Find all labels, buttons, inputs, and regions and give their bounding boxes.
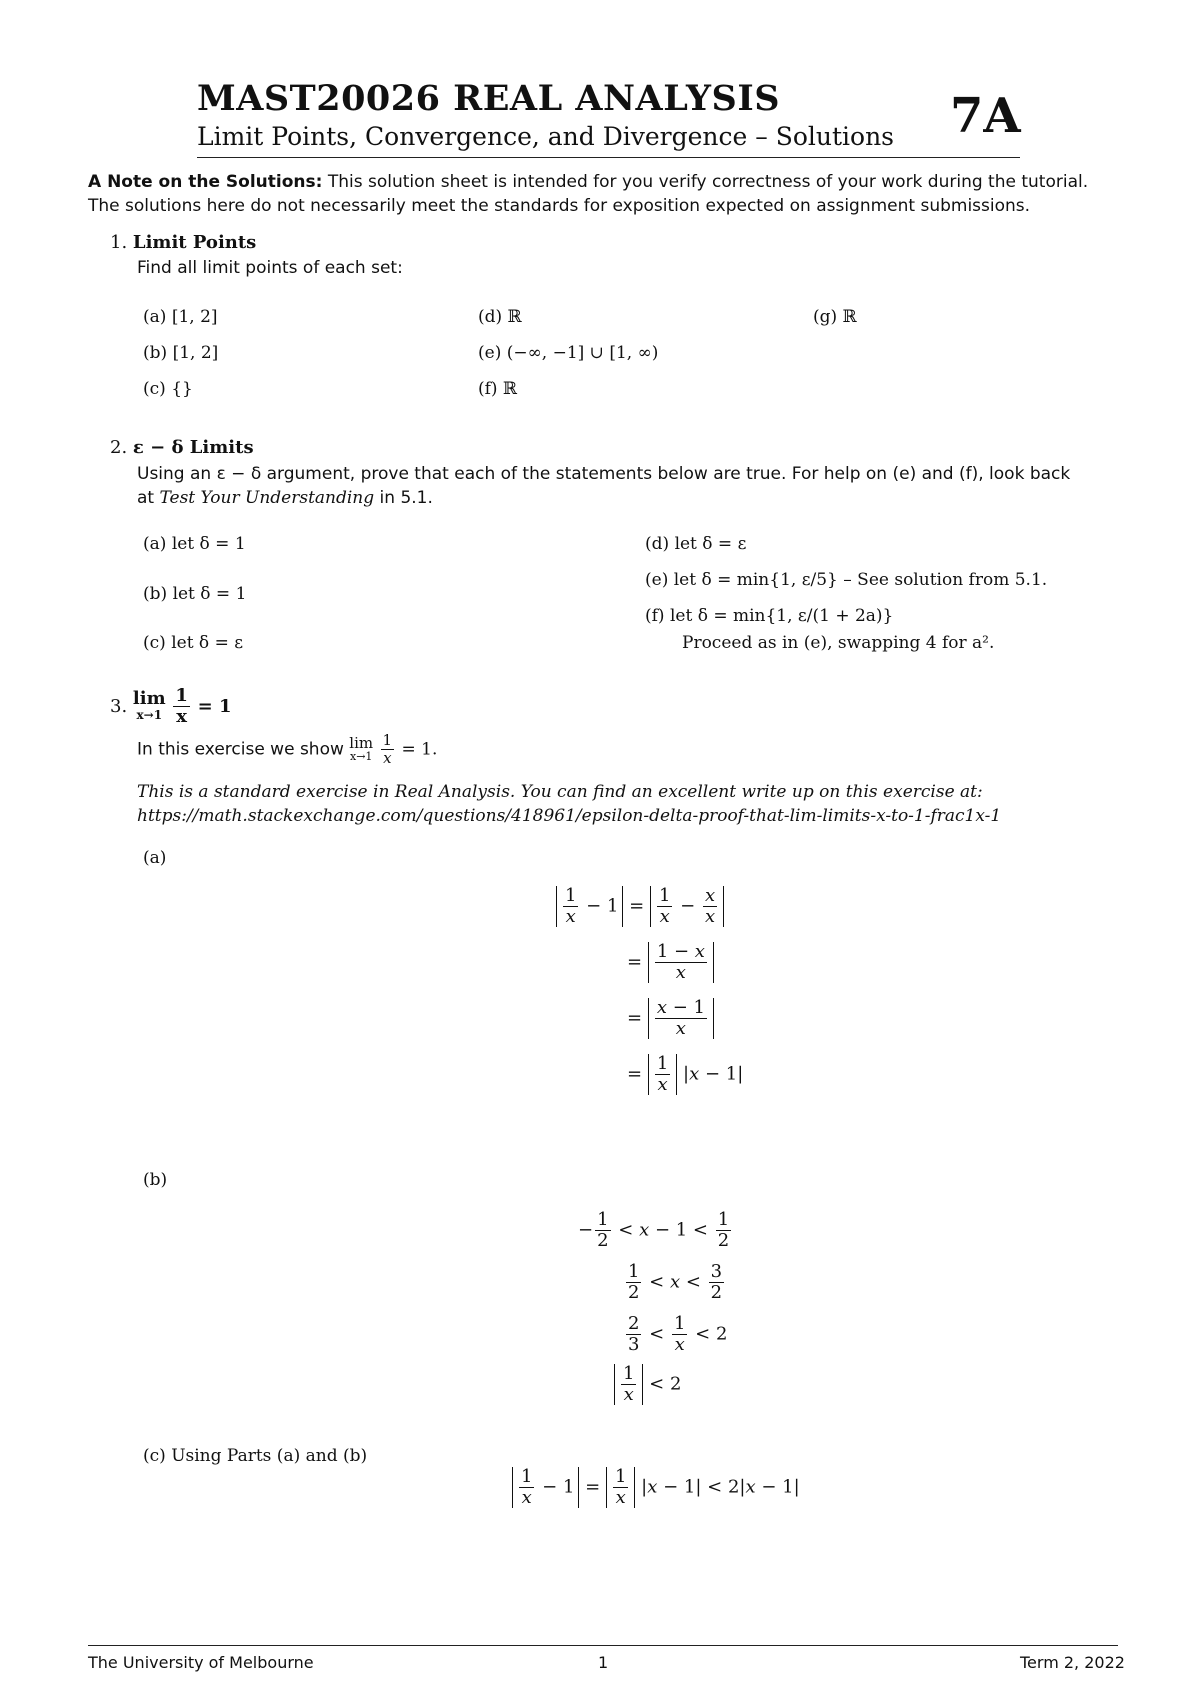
q1-answer-b: (b) [1, 2] — [143, 343, 219, 363]
part-a-line1: $\frac{1}{x}$ − 1 = $\frac{1}{x}$ − $\frac{x}{x}$ — [556, 886, 724, 927]
q3-heading — [110, 686, 232, 727]
part-b-line3: $\frac{2}{3}$ < $\frac{1}{x}$ < 2 — [628, 1313, 728, 1355]
q1-answer-g: (g) ℝ — [813, 307, 857, 327]
q1-number: 1. — [110, 232, 128, 253]
q1-answer-f: (f) ℝ — [478, 379, 518, 399]
q2-heading — [110, 437, 254, 458]
q1-heading — [110, 232, 256, 253]
q1-answer-a: (a) [1, 2] — [143, 307, 218, 327]
part-a-line3: = $\frac{x - 1}{x}$ — [627, 998, 714, 1039]
q2-title: ε − δ Limits — [132, 437, 254, 458]
page-number: 1 — [598, 1653, 609, 1672]
q3-part-b-label: (b) — [143, 1170, 168, 1190]
footer-rule — [88, 1645, 1118, 1646]
part-b-line1: − $\frac{1}{2}$ < x − 1 < $\frac{1}{2}$ — [578, 1209, 730, 1251]
q2-answer-e: (e) let δ = min{1, ε/5} – See solution from 5.1. — [645, 570, 1048, 590]
sheet-code: 7A — [950, 88, 1021, 144]
part-a-line4: = $\frac{1}{x}$ |x − 1| — [627, 1053, 744, 1095]
solutions-note — [88, 170, 1128, 218]
part-b-line4: $\frac{1}{x}$ < 2 — [614, 1364, 681, 1405]
q3-intro: In this exercise we show lim x→1 $\frac{1}{x}$ = 1. — [137, 731, 438, 767]
q1-prompt: Find all limit points of each set: — [137, 258, 403, 278]
q2-prompt: Using an ε − δ argument, prove that each of the statements below are true. For help on (e) and (f), look back at Test Your Understanding in 5.1. — [137, 464, 1071, 508]
q2-f-note: Proceed as in (e), swapping 4 for a². — [682, 633, 995, 653]
part-b-line2: $\frac{1}{2}$ < x < $\frac{3}{2}$ — [628, 1261, 723, 1303]
q3-intro-fraction: $\frac{1}{x}$ — [382, 731, 393, 767]
q2-answer-f: (f) let δ = min{1, ε/(1 + 2a)} — [645, 606, 894, 626]
q2-answer-c: (c) let δ = ε — [143, 633, 244, 653]
sheet-subtitle: Limit Points, Convergence, and Divergence – Solutions — [197, 122, 895, 151]
q2-answer-d: (d) let δ = ε — [645, 534, 747, 554]
header-rule — [197, 157, 1020, 158]
note-body-line1: This solution sheet is intended for you verify correctness of your work during the tutorial. — [327, 172, 1089, 192]
q1-answer-d: (d) ℝ — [478, 307, 522, 327]
part-a-line2: = $\frac{1 - x}{x}$ — [627, 942, 714, 983]
q3-part-c-label: (c) Using Parts (a) and (b) — [143, 1446, 368, 1466]
q3-title-rhs: = 1 — [197, 696, 232, 717]
q2-prompt-italic: Test Your Understanding — [159, 488, 375, 508]
q2-answer-b: (b) let δ = 1 — [143, 584, 247, 604]
footer-term: Term 2, 2022 — [1020, 1653, 1125, 1672]
q3-title-lim: lim x→1 — [132, 687, 166, 722]
note-body-line2: The solutions here do not necessarily meet the standards for exposition expected on assignment submissions. — [88, 196, 1031, 216]
q1-answer-c: (c) {} — [143, 379, 193, 399]
part-c-line1: $\frac{1}{x}$ − 1 = $\frac{1}{x}$ |x − 1| < 2|x − 1| — [512, 1467, 800, 1508]
q2-number: 2. — [110, 437, 128, 458]
footer-institution: The University of Melbourne — [88, 1653, 314, 1672]
q1-answer-e: (e) (−∞, −1] ∪ [1, ∞) — [478, 343, 659, 363]
course-title: MAST20026 REAL ANALYSIS — [197, 78, 780, 119]
note-lead: A Note on the Solutions: — [88, 172, 323, 192]
q3-number: 3. — [110, 696, 128, 717]
q2-answer-a: (a) let δ = 1 — [143, 534, 246, 554]
reference-link[interactable]: https://math.stackexchange.com/questions/418961/epsilon-delta-proof-that-lim-limits-x-to-1-frac1x-1 — [137, 806, 1002, 826]
q1-title: Limit Points — [132, 232, 257, 253]
q3-reference: This is a standard exercise in Real Analysis. You can find an excellent write up on this exercise at: https://math.stackexchange.com/questions/418961/epsilon-delta-proof-that-lim-limits-x-to-1-frac1x-1 — [137, 782, 1002, 826]
q3-intro-lim: lim x→1 — [349, 733, 374, 763]
q3-part-a-label: (a) — [143, 848, 167, 868]
q3-title-fraction: $\frac{1}{x}$ — [175, 685, 188, 727]
